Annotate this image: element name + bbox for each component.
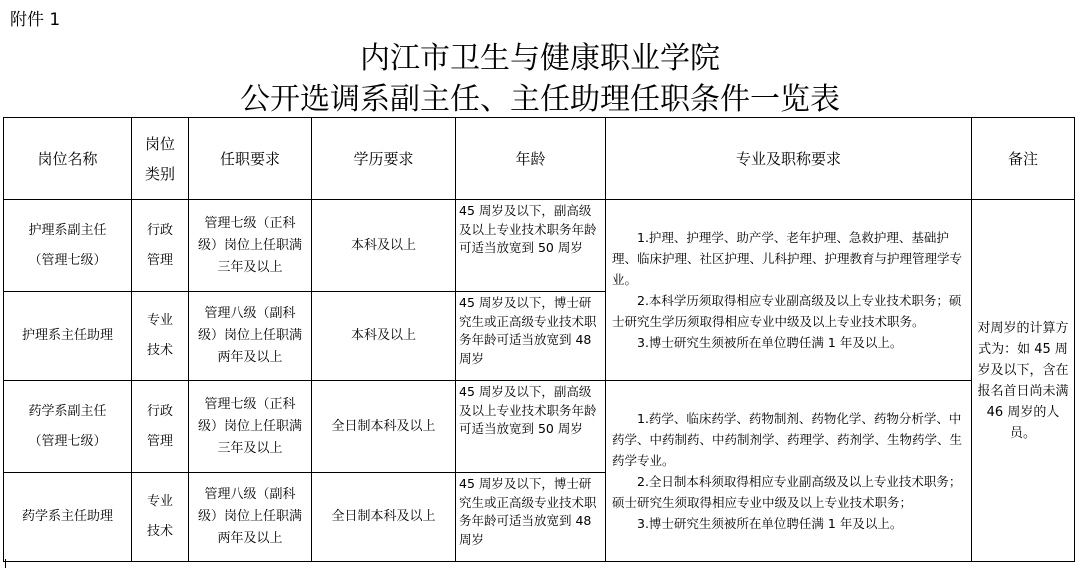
major-pharmacy-item3: 3.博士研究生须被所在单位聘任满 1 年及以上。 (637, 516, 903, 531)
category-line1: 行政 (146, 222, 173, 238)
cell-major-pharmacy (606, 381, 972, 562)
cell-category (132, 200, 189, 292)
header-category-line1: 岗位 (144, 134, 175, 153)
cell-requirement (189, 381, 312, 473)
cell-position: 药学系主任助理 (4, 473, 132, 562)
header-position: 岗位名称 (4, 118, 132, 200)
category-line2: 管理 (146, 433, 173, 449)
cell-age: 45 周岁及以下，副高级及以上专业技术职务年龄可适当放宽到 50 周岁 (456, 381, 606, 473)
cell-position (4, 200, 132, 292)
table-header-row (4, 118, 1075, 200)
requirement-line2: 级）岗位上任职满 (197, 418, 302, 434)
category-line1: 专业 (146, 494, 173, 509)
cell-position: 护理系主任助理 (4, 292, 132, 381)
major-pharmacy-item1: 1.药学、临床药学、药物制剂、药物化学、药物分析学、中药学、中药制药、中药制剂学、药理学、药剂学、生物药学、生药学专业。 (612, 411, 963, 468)
cell-position (4, 381, 132, 473)
position-line2: （管理七级） (28, 433, 107, 449)
cell-requirement (189, 200, 312, 292)
cell-education: 本科及以上 (312, 200, 456, 292)
category-line1: 专业 (146, 313, 173, 328)
cell-category (132, 473, 189, 562)
header-note: 备注 (972, 118, 1075, 200)
cell-age: 45 周岁及以下，博士研究生或正高级专业技术职务年龄可适当放宽到 48 周岁 (456, 292, 606, 381)
page-subtitle: 公开选调系副主任、主任助理任职条件一览表 (240, 82, 840, 117)
cell-category (132, 381, 189, 473)
requirement-line2: 级）岗位上任职满 (197, 237, 302, 253)
position-line1: 药学系副主任 (28, 403, 107, 419)
text-cursor (5, 559, 6, 568)
header-major: 专业及职称要求 (606, 118, 972, 200)
requirement-line2: 级）岗位上任职满 (197, 509, 302, 524)
major-nursing-item1: 1.护理、护理学、助产学、老年护理、急救护理、基础护理、临床护理、社区护理、儿科护理、护理教育与护理管理学专业。 (612, 230, 963, 287)
cell-age: 45 周岁及以下，副高级及以上专业技术职务年龄可适当放宽到 50 周岁 (456, 200, 606, 292)
major-nursing-item3: 3.博士研究生须被所在单位聘任满 1 年及以上。 (637, 335, 903, 350)
requirement-line1: 管理七级（正科 (204, 396, 296, 412)
header-education: 学历要求 (312, 118, 456, 200)
requirement-line3: 两年及以上 (217, 531, 283, 546)
cell-requirement (189, 292, 312, 381)
requirement-line1: 管理八级（副科 (204, 306, 296, 321)
cell-category (132, 292, 189, 381)
attachment-label: 附件 1 (10, 10, 61, 30)
position-line1: 护理系副主任 (28, 222, 107, 238)
page-title: 内江市卫生与健康职业学院 (360, 41, 720, 76)
requirement-line3: 三年及以上 (217, 259, 283, 275)
header-category (132, 118, 189, 200)
cell-requirement (189, 473, 312, 562)
requirement-line1: 管理七级（正科 (204, 215, 296, 231)
cell-education: 全日制本科及以上 (312, 381, 456, 473)
category-line1: 行政 (146, 403, 173, 419)
major-pharmacy-item2: 2.全日制本科须取得相应专业副高级及以上专业技术职务；硕士研究生须取得相应专业中级及以上专业技术职务； (612, 474, 962, 510)
cell-note (972, 200, 1075, 562)
requirement-line1: 管理八级（副科 (204, 487, 296, 502)
note-text: 对周岁的计算方式为：如 45 周岁及以下，含在报名首日尚未满 46 周岁的人员。 (977, 320, 1069, 441)
conditions-table (3, 117, 1075, 562)
requirement-line3: 三年及以上 (217, 440, 283, 456)
header-age: 年龄 (456, 118, 606, 200)
cell-education: 本科及以上 (312, 292, 456, 381)
header-requirement: 任职要求 (189, 118, 312, 200)
category-line2: 管理 (146, 252, 173, 268)
major-nursing-item2: 2.本科学历须取得相应专业副高级及以上专业技术职务；硕士研究生学历须取得相应专业中级及以上专业技术职务。 (612, 293, 962, 329)
header-category-line2: 类别 (144, 164, 175, 183)
table-row (4, 381, 1075, 473)
category-line2: 技术 (146, 343, 173, 358)
cell-education: 全日制本科及以上 (312, 473, 456, 562)
cell-age: 45 周岁及以下，博士研究生或正高级专业技术职务年龄可适当放宽到 48 周岁 (456, 473, 606, 562)
category-line2: 技术 (146, 524, 173, 539)
table-row (4, 200, 1075, 292)
requirement-line3: 两年及以上 (217, 350, 283, 365)
position-line2: （管理七级） (28, 252, 107, 268)
requirement-line2: 级）岗位上任职满 (197, 328, 302, 343)
cell-major-nursing (606, 200, 972, 381)
